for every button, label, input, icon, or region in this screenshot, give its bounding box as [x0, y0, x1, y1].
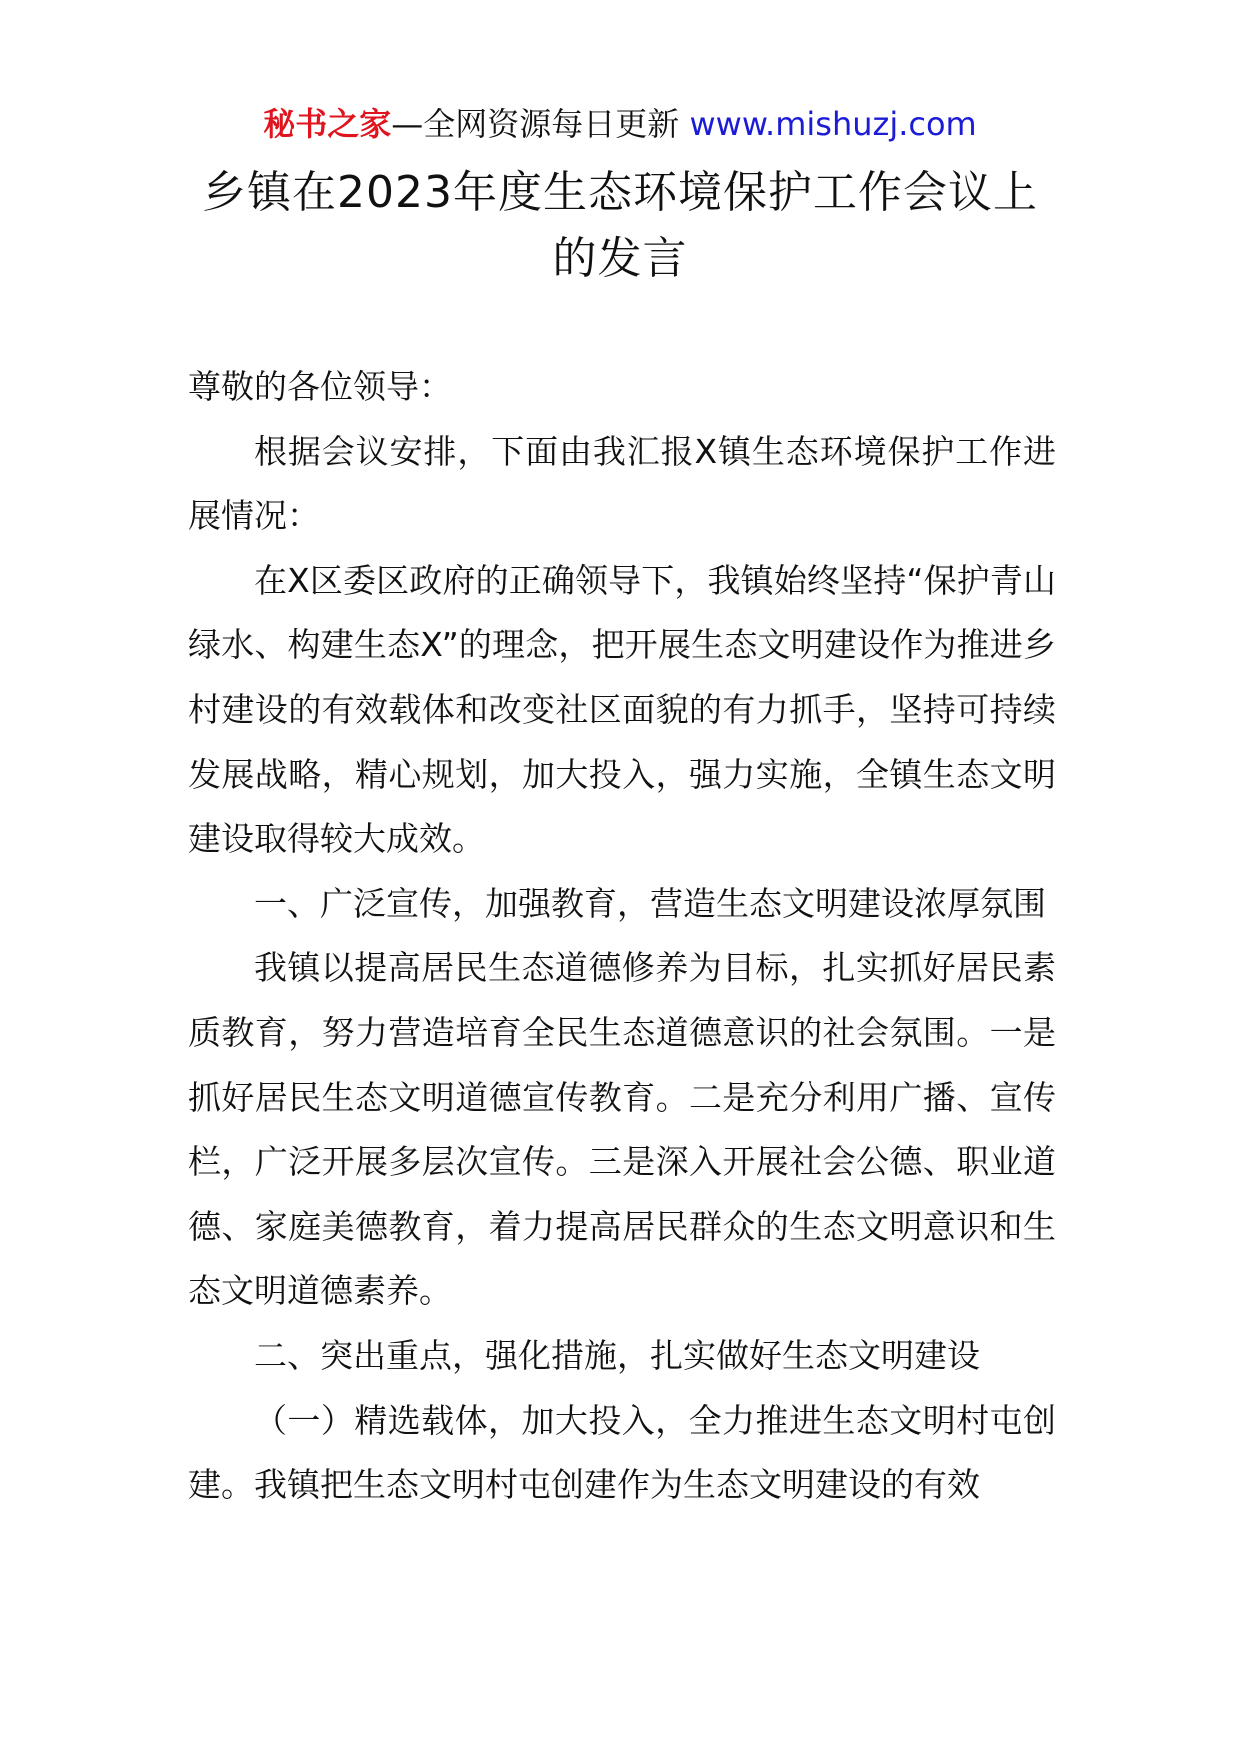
banner-url-link[interactable]: www.mishuzj.com: [689, 105, 977, 143]
document-title: 乡镇在2023年度生态环境保护工作会议上的发言: [202, 167, 1038, 284]
paragraph-section-1: 我镇以提高居民生态道德修养为目标，扎实抓好居民素质教育，努力营造培育全民生态道德意识的社会氛围。一是抓好居民生态文明道德宣传教育。二是充分利用广播、宣传栏，广泛开展多层次宣传。三是深入开展社会公德、职业道德、家庭美德教育，着力提高居民群众的生态文明意识和生态文明道德素养。: [188, 948, 1056, 1311]
header-banner: [0, 100, 1240, 148]
section-heading-1: 一、广泛宣传，加强教育，营造生态文明建设浓厚氛围: [254, 883, 1046, 923]
banner-brand: 秘书之家: [263, 105, 392, 143]
paragraph-intro: 根据会议安排，下面由我汇报X镇生态环境保护工作进展情况：: [188, 431, 1056, 536]
section-heading-2: 二、突出重点，强化措施，扎实做好生态文明建设: [254, 1335, 980, 1375]
document-body: [188, 355, 1056, 1518]
banner-tagline: —全网资源每日更新: [391, 105, 680, 143]
paragraph-section-2-1: （一）精选载体，加大投入，全力推进生态文明村屯创建。我镇把生态文明村屯创建作为生态文明建设的有效: [188, 1400, 1056, 1505]
paragraph-background: 在X区委区政府的正确领导下，我镇始终坚持“保护青山绿水、构建生态X”的理念，把开展生态文明建设作为推进乡村建设的有效载体和改变社区面貌的有力抓手，坚持可持续发展战略，精心规划，加大投入，强力实施，全镇生态文明建设取得较大成效。: [188, 560, 1056, 859]
salutation: 尊敬的各位领导：: [188, 367, 452, 406]
